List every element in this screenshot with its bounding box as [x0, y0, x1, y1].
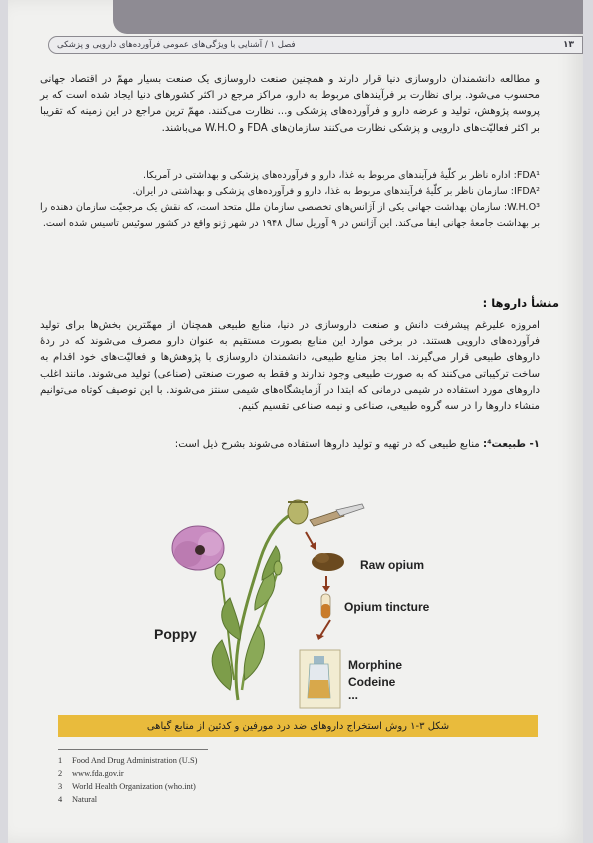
- page-number: ۱۳: [563, 40, 574, 50]
- label-codeine: Codeine: [348, 675, 396, 689]
- label-raw-opium: Raw opium: [360, 558, 425, 572]
- paragraph-item1: [40, 437, 540, 453]
- figure-caption: شکل ۳-۱ روش استخراج داروهای ضد درد مورفین و کدئین از منابع گیاهی: [58, 715, 538, 737]
- item1-label: ۱- طبیعت⁴:: [483, 439, 540, 450]
- definition-who: W.H.O³: سازمان بهداشت جهانی یکی از آژانس‌های تخصصی سازمان ملل متحد است، که نقش یک مرجعیّت سازمان دهنده را بر بهداشت جامعهٔ جهانی ایفا می‌کند. این آژانس در ۹ آوریل سال ۱۹۴۸ در شهر ژنو واقع در کشور سوئیس تاسیس شده است.: [40, 202, 540, 229]
- footnotes: [58, 754, 197, 806]
- footnote-item: 3 World Health Organization (who.int): [58, 782, 196, 791]
- label-ellipsis: ...: [348, 688, 359, 702]
- footnote-item: 2 www.fda.gov.ir: [58, 769, 124, 778]
- label-poppy: Poppy: [154, 626, 197, 642]
- running-header: [48, 36, 583, 54]
- chapter-title: فصل ۱ / آشنایی با ویژگی‌های عمومی فرآورده‌های دارویی و پزشکی: [57, 40, 296, 50]
- chapter-tab: [113, 0, 583, 34]
- definitions-block: [40, 168, 540, 232]
- paragraph-intro: و مطالعه دانشمندان داروسازی دنیا قرار دارند و همچنین صنعت داروسازی یک صنعت بسیار مهمّ در اقتصاد جهانی محسوب می‌شود. برای نظارت بر فرآیندهای مربوط به دارو، مراکز مرجع در اکثر کشورهای دنیا ایجاد شده است که بر پروسه پژوهش، تولید و عرضه دارو و فرآورده‌های پزشکی و... نظارت می‌کنند. مهمّ ترین مراجع در این زمینه که تقریبا بر اکثر فعالیّت‌های دارویی و پزشکی نظارت می‌کنند سازمان‌های FDA و W.H.O می‌باشند.: [40, 74, 540, 134]
- definition-fda: FDA¹: اداره ناظر بر کلّیهٔ فرآیندهای مربوط به غذا، دارو و فرآورده‌های پزشکی و بهداشتی در آمریکا.: [143, 170, 540, 181]
- footnote-item: 4 Natural: [58, 795, 98, 804]
- label-morphine: Morphine: [348, 658, 402, 672]
- opium-extraction-figure: [130, 490, 450, 710]
- item1-text: منابع طبیعی که در تهیه و تولید داروها استفاده می‌شوند بشرح ذیل است:: [174, 439, 483, 450]
- paragraph-origins: امروزه علیرغم پیشرفت دانش و صنعت داروسازی در دنیا، منابع طبیعی همچنان از مهمّترین بخش‌ها برای تولید فرآورده‌های دارویی هستند. در برخی موارد این منابع بصورت مستقیم به عنوان دارو مصرف می‌شوند که در ردهٔ داروهای طبیعی قرار می‌گیرند. اما بجز منابع طبیعی، دانشمندان داروسازی با پژوهش‌ها و فعالیّت‌های خود اقدام به ساخت ترکیباتی می‌کنند که به صورت طبیعی وجود ندارند و فقط به صورت صنعتی (صناعی) تولید می‌شوند. مانند اغلب داروهای مورد استفاده در شیمی درمانی که ابتدا در آزمایشگاه‌های شیمی سنتز می‌شوند. با این توصیف کوتاه می‌توانیم منشاء داروها را در سه گروه طبیعی، صناعی و نیمه صناعی تقسیم کنیم.: [40, 320, 540, 413]
- footnote-item: 1 Food And Drug Administration (U.S): [58, 756, 198, 765]
- footnote-divider: [58, 749, 208, 750]
- section-title: منشأ داروها :: [482, 296, 559, 310]
- definition-ifda: IFDA²: سازمان ناظر بر کلّیهٔ فرآیندهای مربوط به غذا، دارو و فرآورده‌های پزشکی و بهداشتی در ایران.: [132, 186, 540, 197]
- label-opium-tincture: Opium tincture: [344, 600, 430, 614]
